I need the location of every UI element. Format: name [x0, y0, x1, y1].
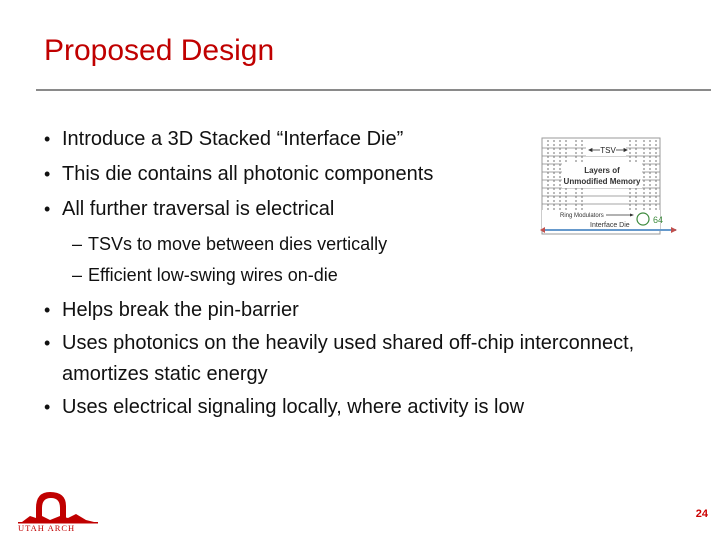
bullet-item: • Uses electrical signaling locally, where activity is low [44, 390, 664, 425]
tsv-label: TSV [600, 146, 616, 155]
interface-label: Interface Die [590, 222, 630, 229]
title-divider [36, 89, 711, 91]
slide-title: Proposed Design [44, 34, 275, 67]
count-label: 64 [653, 215, 664, 225]
sub-bullet-text: TSVs to move between dies vertically [88, 234, 388, 254]
stack-diagram [540, 136, 678, 238]
sub-bullet-text: Efficient low-swing wires on-die [88, 265, 338, 285]
waveguide-arrow-right [671, 227, 677, 233]
page-number: 24 [695, 508, 708, 520]
bullet-item: • Introduce a 3D Stacked “Interface Die” [44, 122, 664, 157]
bullet-item: • This die contains all photonic components [44, 157, 664, 192]
layers-label-1: Layers of [584, 166, 620, 175]
bullet-item: • Helps break the pin-barrier [44, 293, 664, 328]
layers-label-2: Unmodified Memory [563, 177, 641, 186]
bullet-item: • Uses photonics on the heavily used shared off-chip interconnect, amortizes static energy [44, 328, 664, 390]
utah-arch-logo [14, 486, 124, 532]
sub-bullet-item: – Efficient low-swing wires on-die [72, 265, 338, 285]
bullet-item: • All further traversal is electrical [44, 192, 664, 227]
ground-shape [22, 514, 94, 522]
sub-bullet-list [44, 229, 664, 291]
sub-bullet-item: – TSVs to move between dies vertically [72, 234, 388, 254]
ring-label: Ring Modulators [560, 213, 604, 219]
logo-text: UTAH ARCH [18, 523, 76, 532]
